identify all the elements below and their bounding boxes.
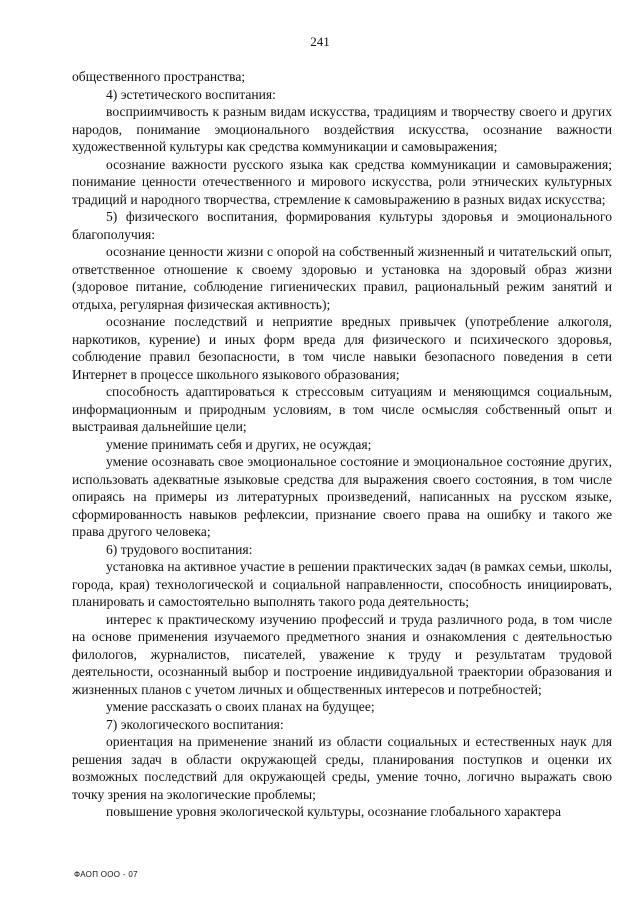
paragraph: восприимчивость к разным видам искусства, традициям и творчеству своего и других народов, понимание эмоционального воздействия искусства, осознание важности художественной культуры как средства коммуникации и самовыражения; — [72, 104, 612, 154]
paragraph: 4) эстетического воспитания: — [106, 86, 276, 102]
paragraph: осознание ценности жизни с опорой на собственный жизненный и читательский опыт, ответственное отношение к своему здоровью и установка на здоровый образ жизни (здоровое питание, соблюдение гигиенических правил, рациональный режим занятий и отдыха, регулярная физическая активность); — [72, 244, 612, 312]
paragraph: осознание последствий и неприятие вредных привычек (употребление алкоголя, наркотиков, курение) и иных форм вреда для физического и психического здоровья, соблюдение правил безопасности, в том числе навыки безопасного поведения в сети Интернет в процессе школьного языкового образования; — [72, 314, 612, 382]
document-body — [72, 68, 612, 821]
paragraph: повышение уровня экологической культуры, осознание глобального характера — [106, 804, 561, 819]
paragraph: умение принимать себя и других, не осуждая; — [106, 436, 372, 452]
paragraph: установка на активное участие в решении практических задач (в рамках семьи, школы, города, края) технологической и социальной направленности, способность инициировать, планировать и самостоятельно выполнять такого рода деятельность; — [72, 559, 612, 609]
paragraph: ориентация на применение знаний из области социальных и естественных наук для решения задач в области окружающей среды, планирования поступков и оценки их возможных последствий для окружающей среды, умение точно, логично выражать свою точку зрения на экологические проблемы; — [72, 734, 612, 802]
paragraph: интерес к практическому изучению профессий и труда различного рода, в том числе на основе применения изучаемого предметного знания и ознакомления с деятельностью филологов, журналистов, писателей, уважение к труду и результатам трудовой деятельности, осознанный выбор и построение индивидуальной траектории образования и жизненных планов с учетом личных и общественных интересов и потребностей; — [72, 611, 612, 697]
paragraph: умение осознавать свое эмоциональное состояние и эмоциональное состояние других, использовать адекватные языковые средства для выражения своего состояния, в том числе опираясь на примеры из литературных произведений, написанных на русском языке, сформированность навыков рефлексии, признание своего права на ошибку и такого же права другого человека; — [72, 454, 612, 539]
paragraph: 7) экологического воспитания: — [106, 716, 284, 732]
document-footer-code: ФАОП ООО - 07 — [74, 870, 138, 879]
paragraph: 5) физического воспитания, формирования культуры здоровья и эмоционального благополучия: — [72, 209, 612, 242]
paragraph: способность адаптироваться к стрессовым ситуациям и меняющимся социальным, информационным и природным условиям, в том числе осмысляя собственный опыт и выстраивая дальнейшие цели; — [72, 384, 612, 434]
paragraph: умение рассказать о своих планах на будущее; — [106, 699, 375, 714]
paragraph: общественного пространства; — [72, 69, 246, 84]
paragraph: 6) трудового воспитания: — [106, 541, 253, 557]
page-number: 241 — [310, 34, 330, 49]
paragraph: осознание важности русского языка как средства коммуникации и самовыражения; понимание ценности отечественного и мирового искусства, роли этнических культурных традиций и народного творчества, стремление к самовыражению в разных видах искусства; — [72, 156, 612, 207]
